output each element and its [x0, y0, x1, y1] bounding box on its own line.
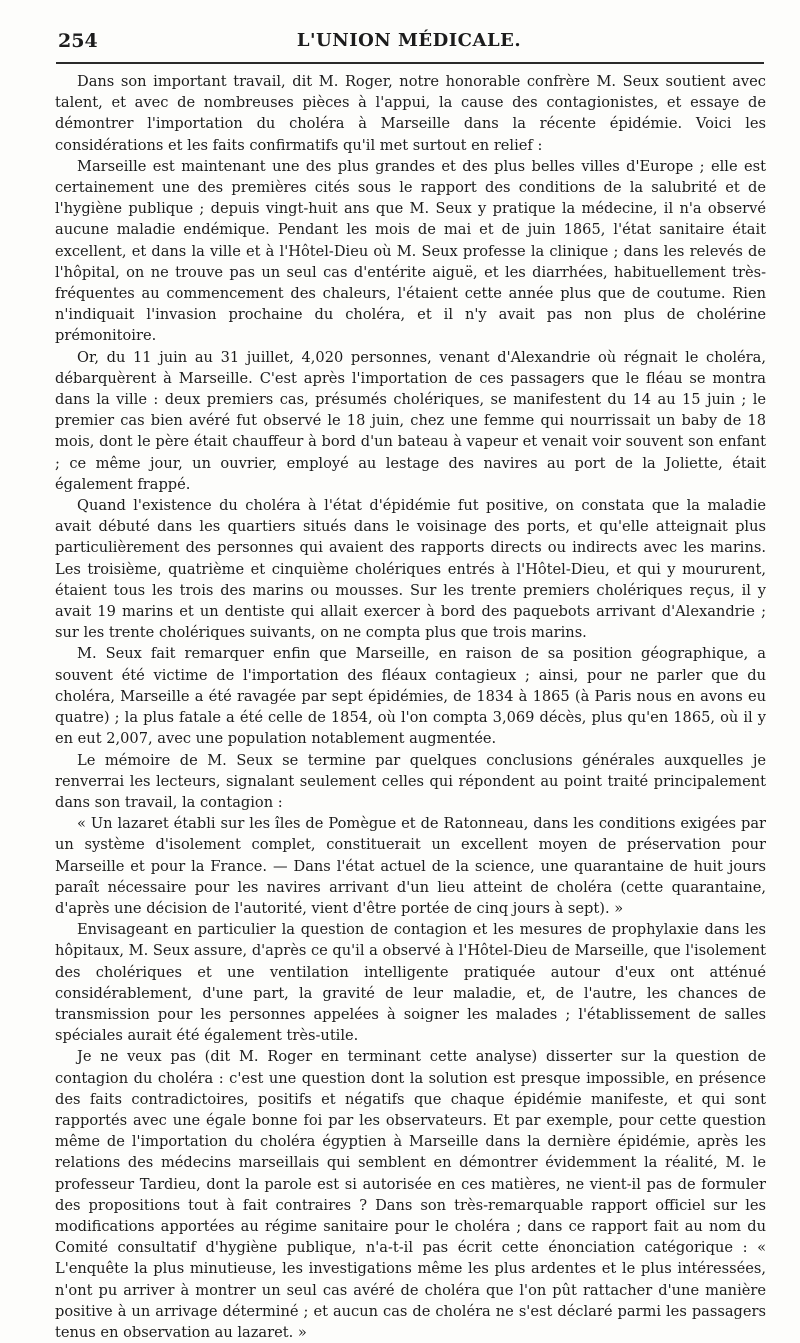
paragraph: Je ne veux pas (dit M. Roger en terminant cette analyse) disserter sur la question de contagion du choléra : c'est une question dont la solution est presque impossible, en présence des faits contradictoires, positifs et négatifs que chaque épidémie manifeste, et qui sont rapportés avec une égale bonne foi par les observateurs. Et par exemple, pour cette question même de l'importation du choléra égyptien à Marseille dans la dernière épidémie, après les relations des médecins marseillais qui semblent en démontrer évidemment la réalité, M. le professeur Tardieu, dont la parole est si autorisée en ces matières, ne vient-il pas de formuler des propositions tout à fait contraires ? Dans son très-remarquable rapport officiel sur les modifications apportées au régime sanitaire pour le choléra ; dans ce rapport fait au nom du Comité consultatif d'hygiène publique, n'a-t-il pas écrit cette énonciation catégorique : « L'enquête la plus minutieuse, les investigations même les plus ardentes et le plus intéressées, n'ont pu arriver à montrer un seul cas avéré de choléra que l'on pût rattacher d'une manière positive à un arrivage déterminé ; et aucun cas de choléra ne s'est déclaré parmi les passagers tenus en observation au lazaret. »	[55, 1048, 766, 1341]
paragraph: Quand l'existence du choléra à l'état d'épidémie fut positive, on constata que la maladie avait débuté dans les quartiers situés dans le voisinage des ports, et qu'elle atteignait plus particulièrement des personnes qui avaient des rapports directs ou indirects avec les marins. Les troisième, quatrième et cinquième cholériques entrés à l'Hôtel-Dieu, et qui y moururent, étaient tous les trois des marins ou mousses. Sur les trente premiers cholériques reçus, il y avait 19 marins et un dentiste qui allait exercer à bord des paquebots arrivant d'Alexandrie ; sur les trente cholériques suivants, on ne compta plus que trois marins.	[55, 497, 766, 642]
header-rule	[56, 62, 764, 64]
article-body	[55, 71, 766, 1343]
paragraph: Marseille est maintenant une des plus grandes et des plus belles villes d'Europe ; elle est certainement une des premières cités sous le rapport des conditions de la salubrité et de l'hygiène publique ; depuis vingt-huit ans que M. Seux y pratique la médecine, il n'a observé aucune maladie endémique. Pendant les mois de mai et de juin 1865, l'état sanitaire était excellent, et dans la ville et à l'Hôtel-Dieu où M. Seux professe la clinique ; dans les relevés de l'hôpital, on ne trouve pas un seul cas d'entérite aiguë, et les diarrhées, habituellement très-fréquentes au commencement des chaleurs, l'étaient cette année plus que de coutume. Rien n'indiquait l'invasion prochaine du choléra, et il n'y avait pas non plus de cholérine prémonitoire.	[55, 157, 766, 345]
running-title: L'UNION MÉDICALE.	[296, 30, 522, 51]
page-number: 254	[58, 30, 98, 52]
paragraph: Dans son important travail, dit M. Roger, notre honorable confrère M. Seux soutient avec talent, et avec de nombreuses pièces à l'appui, la cause des contagionistes, et essaye de démontrer l'importation du choléra à Marseille dans la récente épidémie. Voici les considérations et les faits confirmatifs qu'il met surtout en relief :	[55, 73, 766, 154]
page-header	[58, 26, 760, 56]
quoted-paragraph: « Un lazaret établi sur les îles de Pomègue et de Ratonneau, dans les conditions exigées par un système d'isolement complet, constituerait un excellent moyen de préservation pour Marseille et pour la France. — Dans l'état actuel de la science, une quarantaine de huit jours paraît nécessaire pour les navires arrivant d'un lieu atteint de choléra (cette quarantaine, d'après une décision de l'autorité, vient d'être portée de cinq jours à sept). »	[55, 815, 766, 917]
paragraph: Le mémoire de M. Seux se termine par quelques conclusions générales auxquelles je renverrai les lecteurs, signalant seulement celles qui répondent au point traité principalement dans son travail, la contagion :	[55, 751, 766, 811]
paragraph: M. Seux fait remarquer enfin que Marseille, en raison de sa position géographique, a souvent été victime de l'importation des fléaux contagieux ; ainsi, pour ne parler que du choléra, Marseille a été ravagée par sept épidémies, de 1834 à 1865 (à Paris nous en avons eu quatre) ; la plus fatale a été celle de 1854, où l'on compta 3,069 décès, plus qu'en 1865, où il y en eut 2,007, avec une population notablement augmentée.	[55, 645, 766, 748]
paragraph: Or, du 11 juin au 31 juillet, 4,020 personnes, venant d'Alexandrie où régnait le choléra, débarquèrent à Marseille. C'est après l'importation de ces passagers que le fléau se montra dans la ville : deux premiers cas, présumés cholériques, se manifestent du 14 au 15 juin ; le premier cas bien avéré fut observé le 18 juin, chez une femme qui nourrissait un baby de 18 mois, dont le père était chauffeur à bord d'un bateau à vapeur et venait voir souvent son enfant ; ce même jour, un ouvrier, employé au lestage des navires au port de la Joliette, était également frappé.	[55, 348, 766, 493]
paragraph: Envisageant en particulier la question de contagion et les mesures de prophylaxie dans les hôpitaux, M. Seux assure, d'après ce qu'il a observé à l'Hôtel-Dieu de Marseille, que l'isolement des cholériques et une ventilation intelligente pratiquée autour d'eux ont atténué considérablement, d'une part, la gravité de leur maladie, et, de l'autre, les chances de transmission pour les personnes appelées à soigner les malades ; l'établissement de salles spéciales aurait été également très-utile.	[55, 921, 766, 1045]
